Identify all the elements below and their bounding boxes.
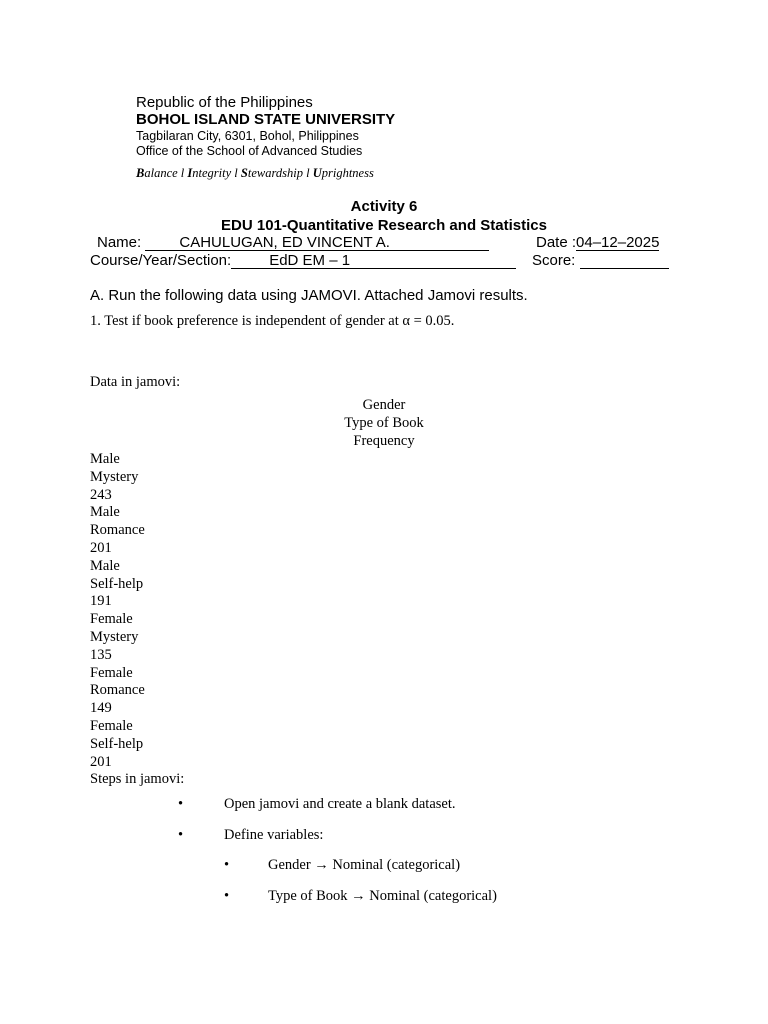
date-value: 04–12–2025: [576, 234, 660, 251]
header-type-of-book: Type of Book: [344, 414, 424, 431]
bullet-icon: •: [224, 888, 230, 904]
bullet-icon: •: [224, 857, 230, 873]
data-label: Data in jamovi:: [90, 374, 181, 390]
cell-type: Self-help: [90, 575, 144, 592]
data-rows: [90, 451, 184, 789]
cell-gender: Male: [90, 557, 120, 574]
cell-gender: Male: [90, 504, 120, 521]
motto-rest-i: ntegrity: [192, 166, 232, 180]
cell-type: Mystery: [90, 628, 139, 645]
cell-type: Romance: [90, 682, 145, 699]
motto-initial-i: I: [187, 166, 193, 180]
step-item: Open jamovi and create a blank dataset.: [224, 796, 456, 812]
data-headers: [0, 397, 768, 450]
motto-rest-u: prightness: [321, 166, 374, 180]
cell-gender: Female: [90, 717, 133, 734]
cell-frequency: 135: [90, 646, 112, 663]
cell-frequency: 201: [90, 753, 112, 770]
cell-type: Self-help: [90, 735, 144, 752]
motto-initial-b: B: [136, 166, 145, 180]
name-field: [97, 234, 489, 251]
steps-label: Steps in jamovi:: [90, 771, 185, 788]
activity-title: Activity 6: [350, 198, 418, 215]
cell-type: Mystery: [90, 468, 139, 485]
motto-separator: l: [234, 166, 238, 180]
step-subitem: Type of Book → Nominal (categorical): [268, 888, 497, 904]
part-a-instruction: A. Run the following data using JAMOVI. Attached Jamovi results.: [90, 287, 528, 304]
motto-initial-u: U: [312, 166, 322, 180]
date-label: Date :: [536, 234, 577, 251]
step-subitem: Gender → Nominal (categorical): [268, 857, 461, 873]
section-label: Course/Year/Section:: [90, 252, 232, 269]
header-motto: [136, 166, 374, 181]
motto-rest-s: tewardship: [247, 166, 303, 180]
bullet-icon: •: [178, 796, 184, 812]
score-field: [532, 252, 669, 269]
date-field: [536, 234, 659, 251]
cell-frequency: 243: [90, 486, 112, 503]
header-office: Office of the School of Advanced Studies: [136, 144, 363, 158]
name-value: CAHULUGAN, ED VINCENT A.: [145, 235, 489, 251]
score-value: [580, 253, 669, 269]
cell-frequency: 191: [90, 593, 112, 610]
cell-frequency: 201: [90, 539, 112, 556]
bullet-icon: •: [178, 827, 184, 843]
motto-initial-s: S: [240, 166, 248, 180]
course-title: EDU 101-Quantitative Research and Statistics: [221, 217, 547, 234]
header-address: Tagbilaran City, 6301, Bohol, Philippines: [136, 129, 359, 143]
name-label: Name:: [97, 234, 142, 251]
cell-type: Romance: [90, 522, 145, 539]
motto-separator: l: [180, 166, 185, 180]
question-1: 1. Test if book preference is independent of gender at α = 0.05.: [90, 313, 455, 329]
cell-gender: Male: [90, 451, 120, 467]
section-field: [90, 252, 516, 269]
header-university: BOHOL ISLAND STATE UNIVERSITY: [136, 111, 396, 128]
motto-rest-b: alance: [144, 166, 178, 180]
cell-gender: Female: [90, 611, 133, 628]
section-value: EdD EM – 1: [231, 253, 516, 269]
motto-separator: l: [306, 166, 310, 180]
step-item: Define variables:: [224, 827, 324, 843]
header-gender: Gender: [362, 397, 406, 413]
score-label: Score:: [532, 252, 576, 269]
cell-gender: Female: [90, 664, 133, 681]
header-country: Republic of the Philippines: [136, 94, 313, 111]
header-frequency: Frequency: [353, 432, 415, 449]
cell-frequency: 149: [90, 700, 112, 717]
